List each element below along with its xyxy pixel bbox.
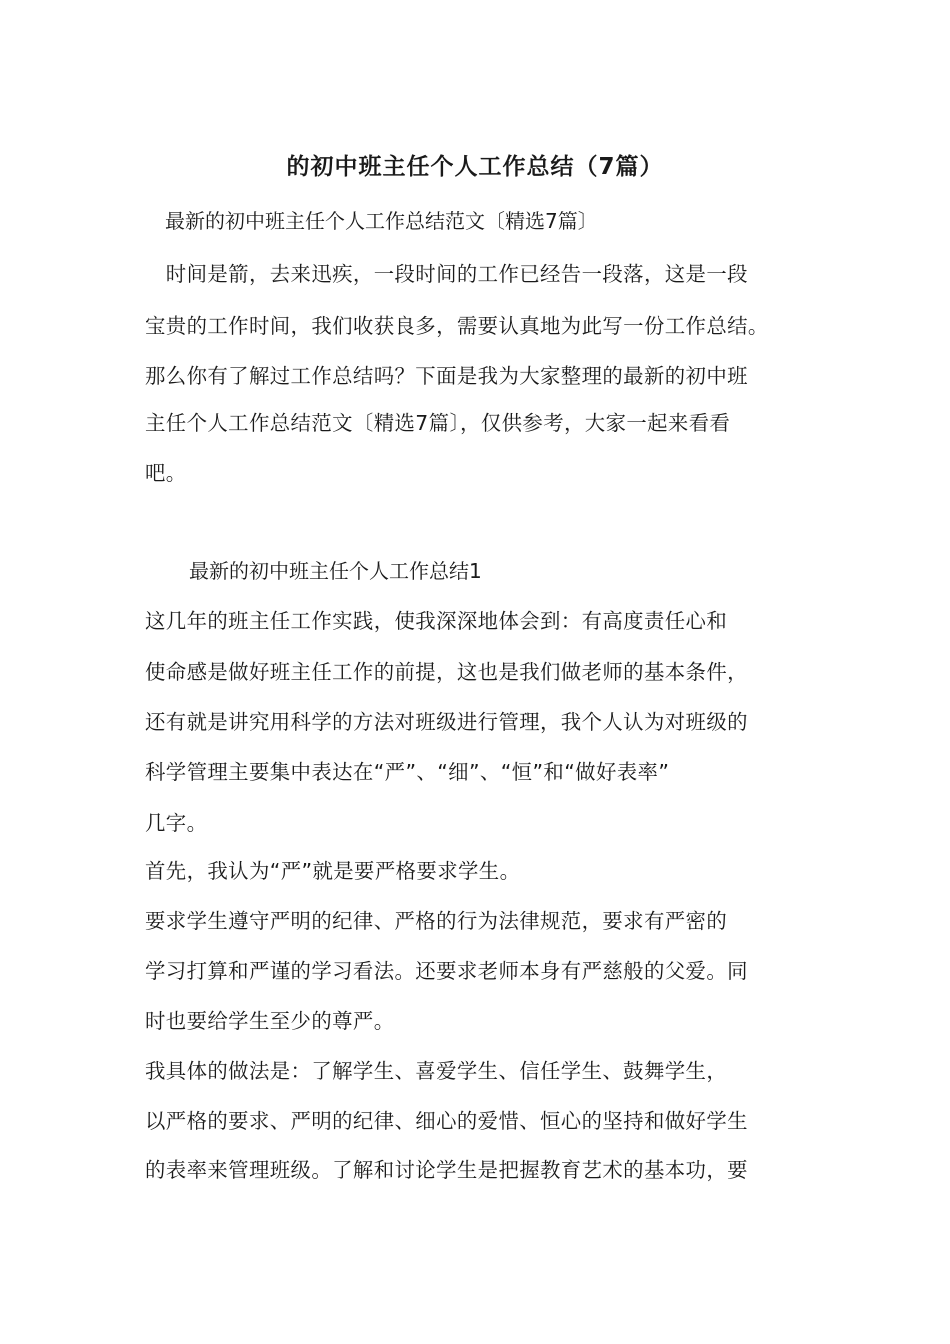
body-line: 首先，我认为“严”就是要严格要求学生。: [145, 859, 521, 883]
section-heading: 最新的初中班主任个人工作总结1: [189, 559, 482, 583]
body-line: 我具体的做法是：了解学生、喜爱学生、信任学生、鼓舞学生，: [145, 1059, 728, 1083]
intro-line: 主任个人工作总结范文〔精选7篇〕，仅供参考，大家一起来看看: [145, 411, 731, 435]
body-line: 要求学生遵守严明的纪律、严格的行为法律规范，要求有严密的: [145, 909, 728, 933]
body-line: 以严格的要求、严明的纪律、细心的爱惜、恒心的坚持和做好学生: [145, 1109, 748, 1133]
body-line: 还有就是讲究用科学的方法对班级进行管理，我个人认为对班级的: [145, 710, 748, 734]
document-title: 的初中班主任个人工作总结（7篇）: [286, 154, 664, 180]
document-subtitle: 最新的初中班主任个人工作总结范文〔精选7篇〕: [165, 209, 598, 233]
body-line: 时也要给学生至少的尊严。: [145, 1009, 395, 1033]
intro-line: 时间是箭，去来迅疾，一段时间的工作已经告一段落，这是一段: [145, 262, 748, 286]
body-line: 的表率来管理班级。了解和讨论学生是把握教育艺术的基本功，要: [145, 1158, 748, 1182]
body-line: 科学管理主要集中表达在“严”、“细”、“恒”和“做好表率”: [145, 760, 670, 784]
body-line: 几字。: [145, 811, 208, 835]
body-line: 学习打算和严谨的学习看法。还要求老师本身有严慈般的父爱。同: [145, 959, 748, 983]
intro-line: 那么你有了解过工作总结吗？下面是我为大家整理的最新的初中班: [145, 364, 748, 388]
intro-line: 吧。: [145, 461, 187, 485]
body-line: 这几年的班主任工作实践，使我深深地体会到：有高度责任心和: [145, 609, 728, 633]
intro-line: 宝贵的工作时间，我们收获良多，需要认真地为此写一份工作总结。: [145, 314, 769, 338]
body-line: 使命感是做好班主任工作的前提，这也是我们做老师的基本条件，: [145, 660, 748, 684]
